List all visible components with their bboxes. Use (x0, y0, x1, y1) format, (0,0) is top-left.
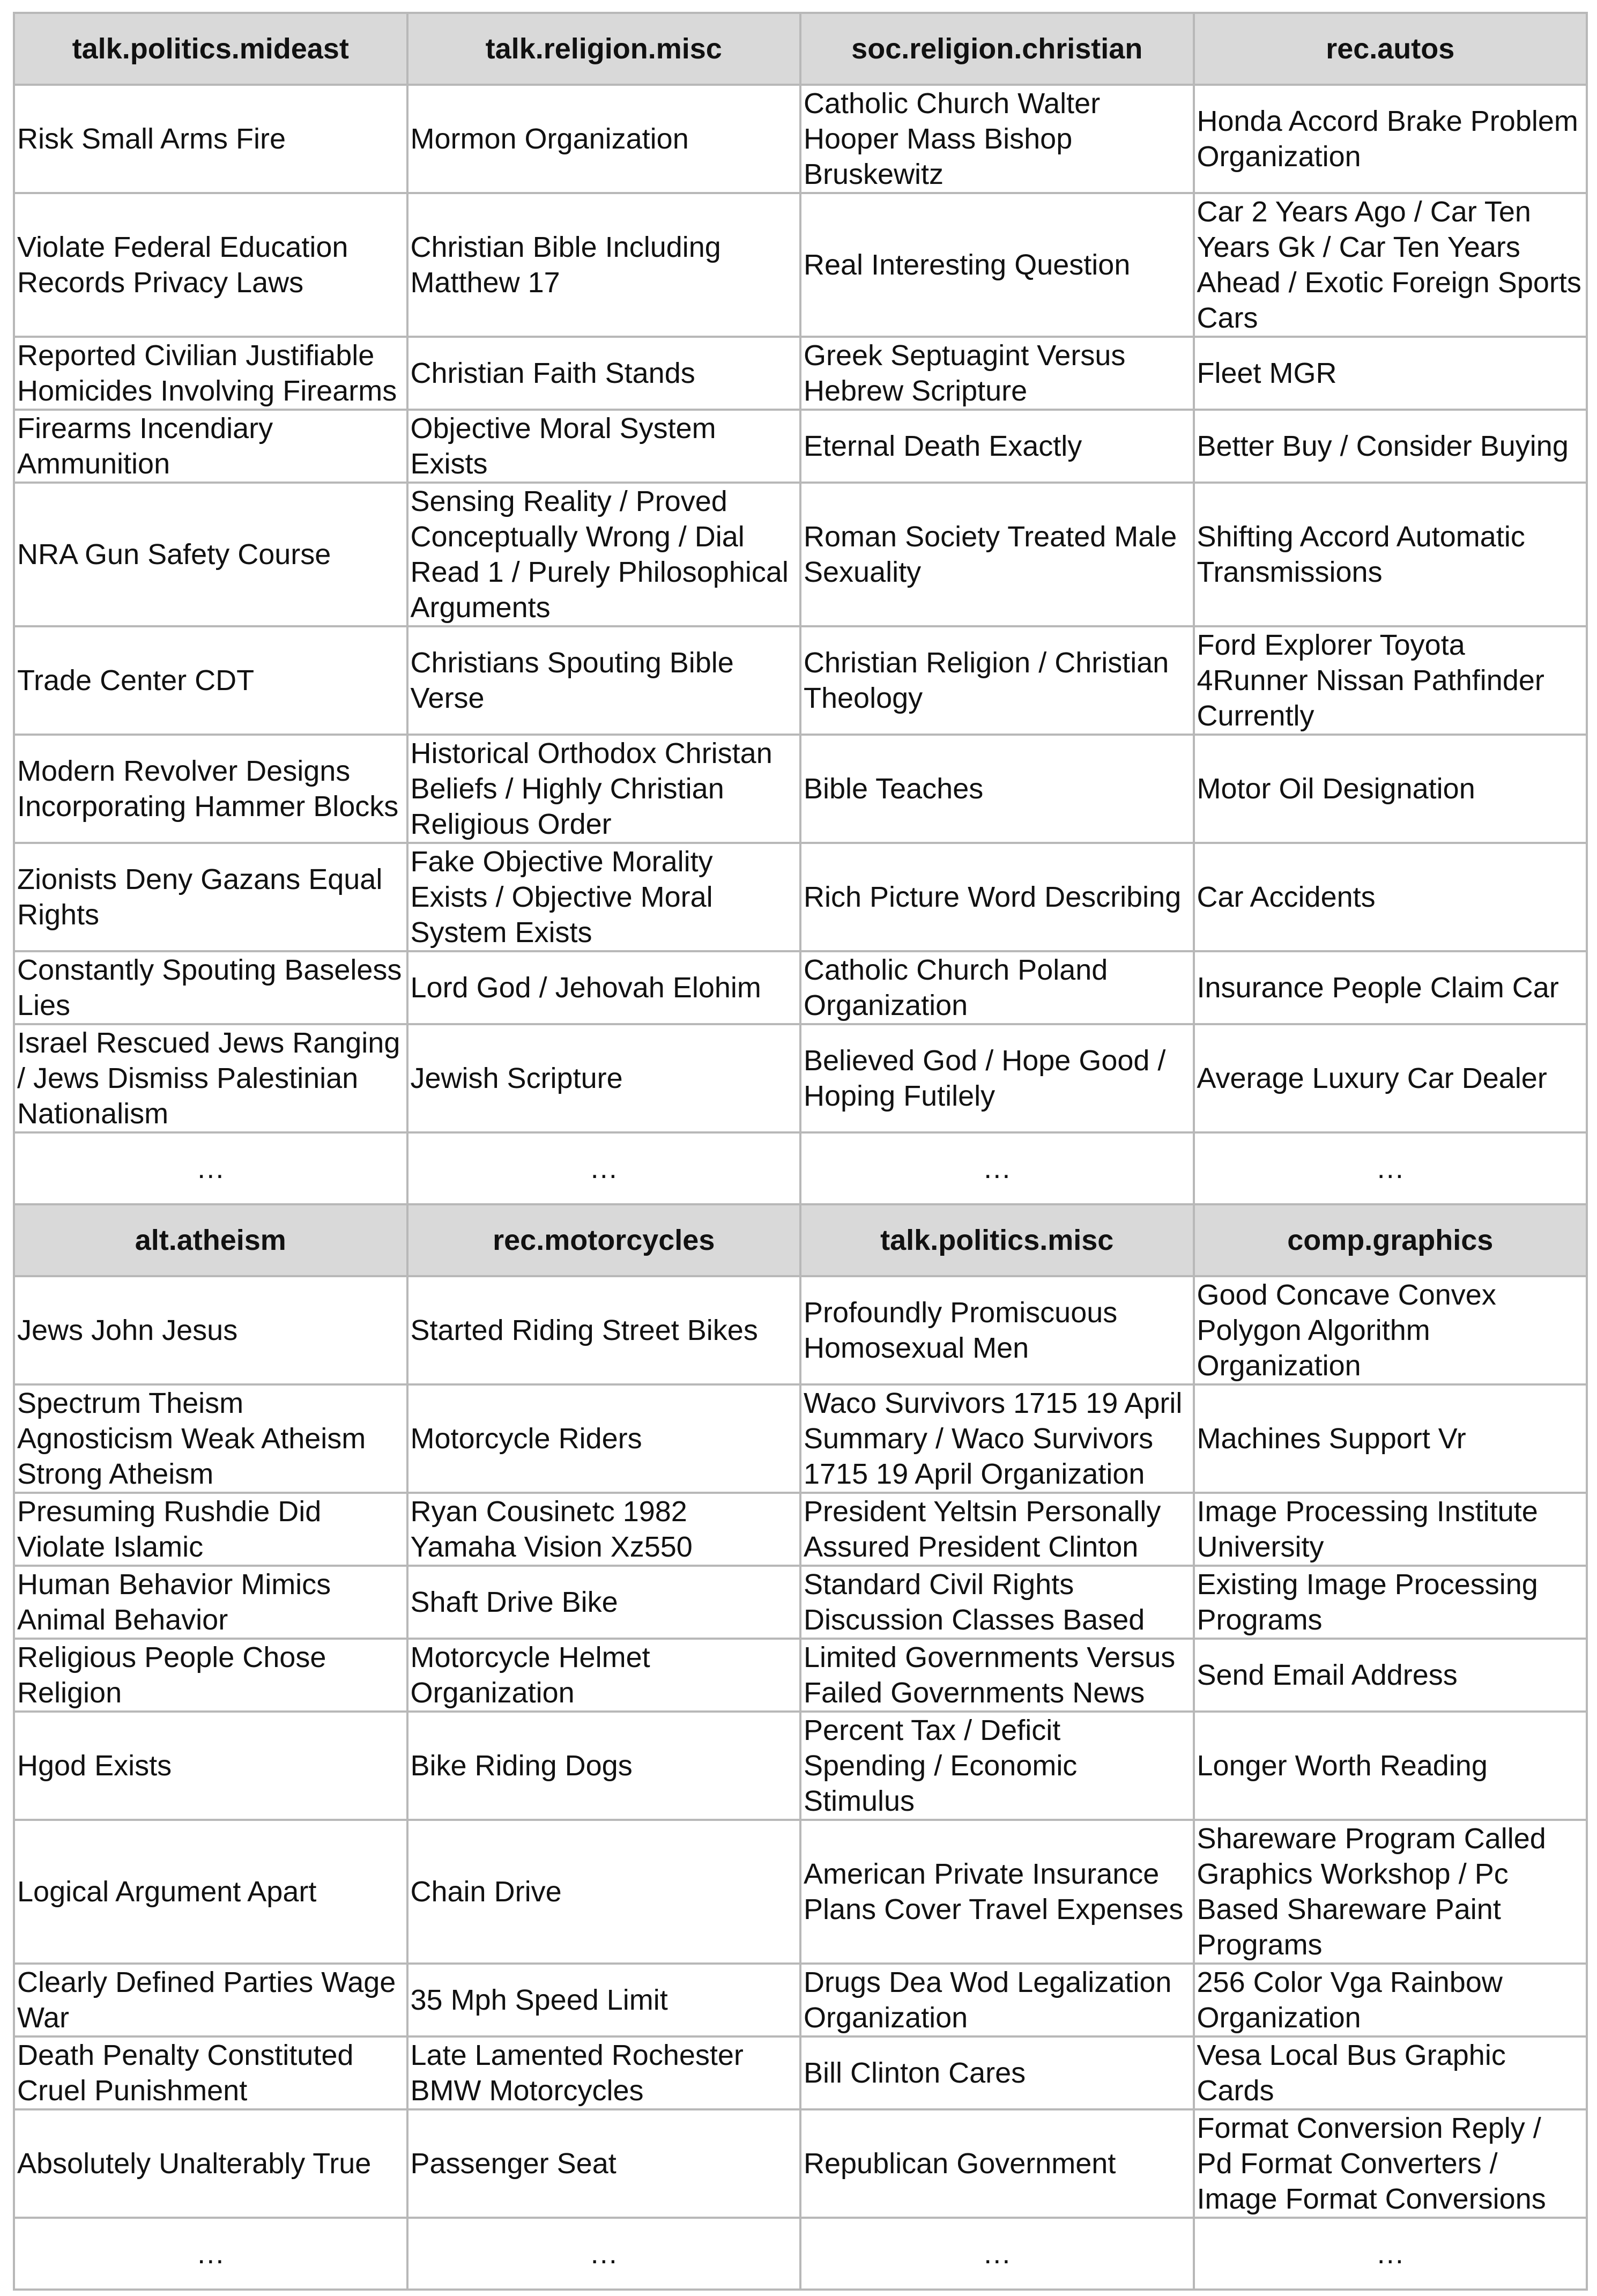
table-cell: Motor Oil Designation (1194, 735, 1587, 843)
table-cell: Hgod Exists (14, 1712, 407, 1820)
table-row (14, 1566, 1587, 1639)
table-cell: Firearms Incendiary Ammunition (14, 410, 407, 483)
column-header: talk.religion.misc (407, 13, 801, 85)
table-cell: Reported Civilian Justifiable Homicides Involving Firearms (14, 337, 407, 410)
table-cell: Longer Worth Reading (1194, 1712, 1587, 1820)
table-cell: Motorcycle Helmet Organization (407, 1639, 801, 1712)
table-cell: Late Lamented Rochester BMW Motorcycles (407, 2036, 801, 2109)
table-row (14, 193, 1587, 337)
table-cell: Standard Civil Rights Discussion Classes Based (800, 1566, 1194, 1639)
table-cell: 256 Color Vga Rainbow Organization (1194, 1964, 1587, 2036)
ellipsis-row (14, 2218, 1587, 2290)
table-row (14, 483, 1587, 626)
table-cell: Catholic Church Walter Hooper Mass Bishop Bruskewitz (800, 85, 1194, 193)
table-cell: Shifting Accord Automatic Transmissions (1194, 483, 1587, 626)
ellipsis-cell: … (1194, 1132, 1587, 1204)
table-cell: Profoundly Promiscuous Homosexual Men (800, 1276, 1194, 1384)
table-cell: Zionists Deny Gazans Equal Rights (14, 843, 407, 951)
table-cell: Format Conversion Reply / Pd Format Converters / Image Format Conversions (1194, 2109, 1587, 2218)
table-row (14, 735, 1587, 843)
table-cell: Modern Revolver Designs Incorporating Hammer Blocks (14, 735, 407, 843)
table-cell: Presuming Rushdie Did Violate Islamic (14, 1493, 407, 1566)
table-row (14, 1024, 1587, 1132)
topic-table (13, 12, 1588, 2291)
ellipsis-cell: … (800, 2218, 1194, 2290)
table-cell: Passenger Seat (407, 2109, 801, 2218)
table-row (14, 85, 1587, 193)
table-cell: Rich Picture Word Describing (800, 843, 1194, 951)
table-cell: Lord God / Jehovah Elohim (407, 951, 801, 1024)
table-cell: Bike Riding Dogs (407, 1712, 801, 1820)
table-cell: Christian Faith Stands (407, 337, 801, 410)
ellipsis-cell: … (407, 2218, 801, 2290)
table-cell: Jews John Jesus (14, 1276, 407, 1384)
header-row (14, 13, 1587, 85)
table-cell: Ford Explorer Toyota 4Runner Nissan Pathfinder Currently (1194, 626, 1587, 735)
table-cell: Shaft Drive Bike (407, 1566, 801, 1639)
topic-table-body (14, 13, 1587, 2290)
table-cell: Real Interesting Question (800, 193, 1194, 337)
table-cell: American Private Insurance Plans Cover Travel Expenses (800, 1820, 1194, 1964)
table-cell: Christians Spouting Bible Verse (407, 626, 801, 735)
table-cell: Bill Clinton Cares (800, 2036, 1194, 2109)
table-cell: Mormon Organization (407, 85, 801, 193)
column-header: soc.religion.christian (800, 13, 1194, 85)
table-cell: President Yeltsin Personally Assured President Clinton (800, 1493, 1194, 1566)
table-cell: Average Luxury Car Dealer (1194, 1024, 1587, 1132)
table-cell: Insurance People Claim Car (1194, 951, 1587, 1024)
table-cell: Catholic Church Poland Organization (800, 951, 1194, 1024)
table-cell: Better Buy / Consider Buying (1194, 410, 1587, 483)
table-cell: Started Riding Street Bikes (407, 1276, 801, 1384)
table-cell: Percent Tax / Deficit Spending / Economic Stimulus (800, 1712, 1194, 1820)
table-cell: Limited Governments Versus Failed Governments News (800, 1639, 1194, 1712)
table-cell: Existing Image Processing Programs (1194, 1566, 1587, 1639)
table-cell: Clearly Defined Parties Wage War (14, 1964, 407, 2036)
table-cell: Image Processing Institute University (1194, 1493, 1587, 1566)
table-cell: Violate Federal Education Records Privacy Laws (14, 193, 407, 337)
table-cell: Shareware Program Called Graphics Workshop / Pc Based Shareware Paint Programs (1194, 1820, 1587, 1964)
table-cell: Death Penalty Constituted Cruel Punishment (14, 2036, 407, 2109)
header-row (14, 1204, 1587, 1276)
column-header: rec.motorcycles (407, 1204, 801, 1276)
table-row (14, 1964, 1587, 2036)
column-header: talk.politics.mideast (14, 13, 407, 85)
ellipsis-cell: … (1194, 2218, 1587, 2290)
table-cell: Car 2 Years Ago / Car Ten Years Gk / Car Ten Years Ahead / Exotic Foreign Sports Cars (1194, 193, 1587, 337)
table-row (14, 951, 1587, 1024)
table-cell: Fleet MGR (1194, 337, 1587, 410)
table-cell: Logical Argument Apart (14, 1820, 407, 1964)
table-cell: Believed God / Hope Good / Hoping Futilely (800, 1024, 1194, 1132)
ellipsis-cell: … (14, 2218, 407, 2290)
table-row (14, 626, 1587, 735)
table-cell: Vesa Local Bus Graphic Cards (1194, 2036, 1587, 2109)
table-cell: Republican Government (800, 2109, 1194, 2218)
table-cell: Human Behavior Mimics Animal Behavior (14, 1566, 407, 1639)
table-cell: Religious People Chose Religion (14, 1639, 407, 1712)
table-cell: Jewish Scripture (407, 1024, 801, 1132)
table-row (14, 337, 1587, 410)
topic-table-sheet (13, 12, 1586, 2291)
table-row (14, 1820, 1587, 1964)
table-row (14, 1639, 1587, 1712)
table-cell: Sensing Reality / Proved Conceptually Wrong / Dial Read 1 / Purely Philosophical Arguments (407, 483, 801, 626)
table-cell: Drugs Dea Wod Legalization Organization (800, 1964, 1194, 2036)
table-cell: Greek Septuagint Versus Hebrew Scripture (800, 337, 1194, 410)
table-cell: Ryan Cousinetc 1982 Yamaha Vision Xz550 (407, 1493, 801, 1566)
table-cell: 35 Mph Speed Limit (407, 1964, 801, 2036)
column-header: comp.graphics (1194, 1204, 1587, 1276)
table-cell: Spectrum Theism Agnosticism Weak Atheism Strong Atheism (14, 1384, 407, 1493)
table-row (14, 843, 1587, 951)
table-cell: Bible Teaches (800, 735, 1194, 843)
table-cell: Motorcycle Riders (407, 1384, 801, 1493)
table-row (14, 410, 1587, 483)
table-cell: Honda Accord Brake Problem Organization (1194, 85, 1587, 193)
table-cell: Absolutely Unalterably True (14, 2109, 407, 2218)
table-cell: Send Email Address (1194, 1639, 1587, 1712)
table-cell: Fake Objective Morality Exists / Objective Moral System Exists (407, 843, 801, 951)
ellipsis-cell: … (14, 1132, 407, 1204)
table-row (14, 1712, 1587, 1820)
table-row (14, 1384, 1587, 1493)
table-row (14, 1276, 1587, 1384)
table-cell: Israel Rescued Jews Ranging / Jews Dismiss Palestinian Nationalism (14, 1024, 407, 1132)
table-cell: Christian Religion / Christian Theology (800, 626, 1194, 735)
column-header: rec.autos (1194, 13, 1587, 85)
table-row (14, 2036, 1587, 2109)
column-header: talk.politics.misc (800, 1204, 1194, 1276)
table-cell: Machines Support Vr (1194, 1384, 1587, 1493)
ellipsis-cell: … (800, 1132, 1194, 1204)
ellipsis-cell: … (407, 1132, 801, 1204)
table-row (14, 2109, 1587, 2218)
table-cell: Christian Bible Including Matthew 17 (407, 193, 801, 337)
table-cell: Good Concave Convex Polygon Algorithm Organization (1194, 1276, 1587, 1384)
table-cell: NRA Gun Safety Course (14, 483, 407, 626)
table-cell: Historical Orthodox Christan Beliefs / Highly Christian Religious Order (407, 735, 801, 843)
ellipsis-row (14, 1132, 1587, 1204)
table-cell: Trade Center CDT (14, 626, 407, 735)
table-cell: Car Accidents (1194, 843, 1587, 951)
table-cell: Risk Small Arms Fire (14, 85, 407, 193)
column-header: alt.atheism (14, 1204, 407, 1276)
table-cell: Chain Drive (407, 1820, 801, 1964)
table-cell: Eternal Death Exactly (800, 410, 1194, 483)
table-row (14, 1493, 1587, 1566)
table-cell: Waco Survivors 1715 19 April Summary / Waco Survivors 1715 19 April Organization (800, 1384, 1194, 1493)
table-cell: Objective Moral System Exists (407, 410, 801, 483)
table-cell: Roman Society Treated Male Sexuality (800, 483, 1194, 626)
table-cell: Constantly Spouting Baseless Lies (14, 951, 407, 1024)
